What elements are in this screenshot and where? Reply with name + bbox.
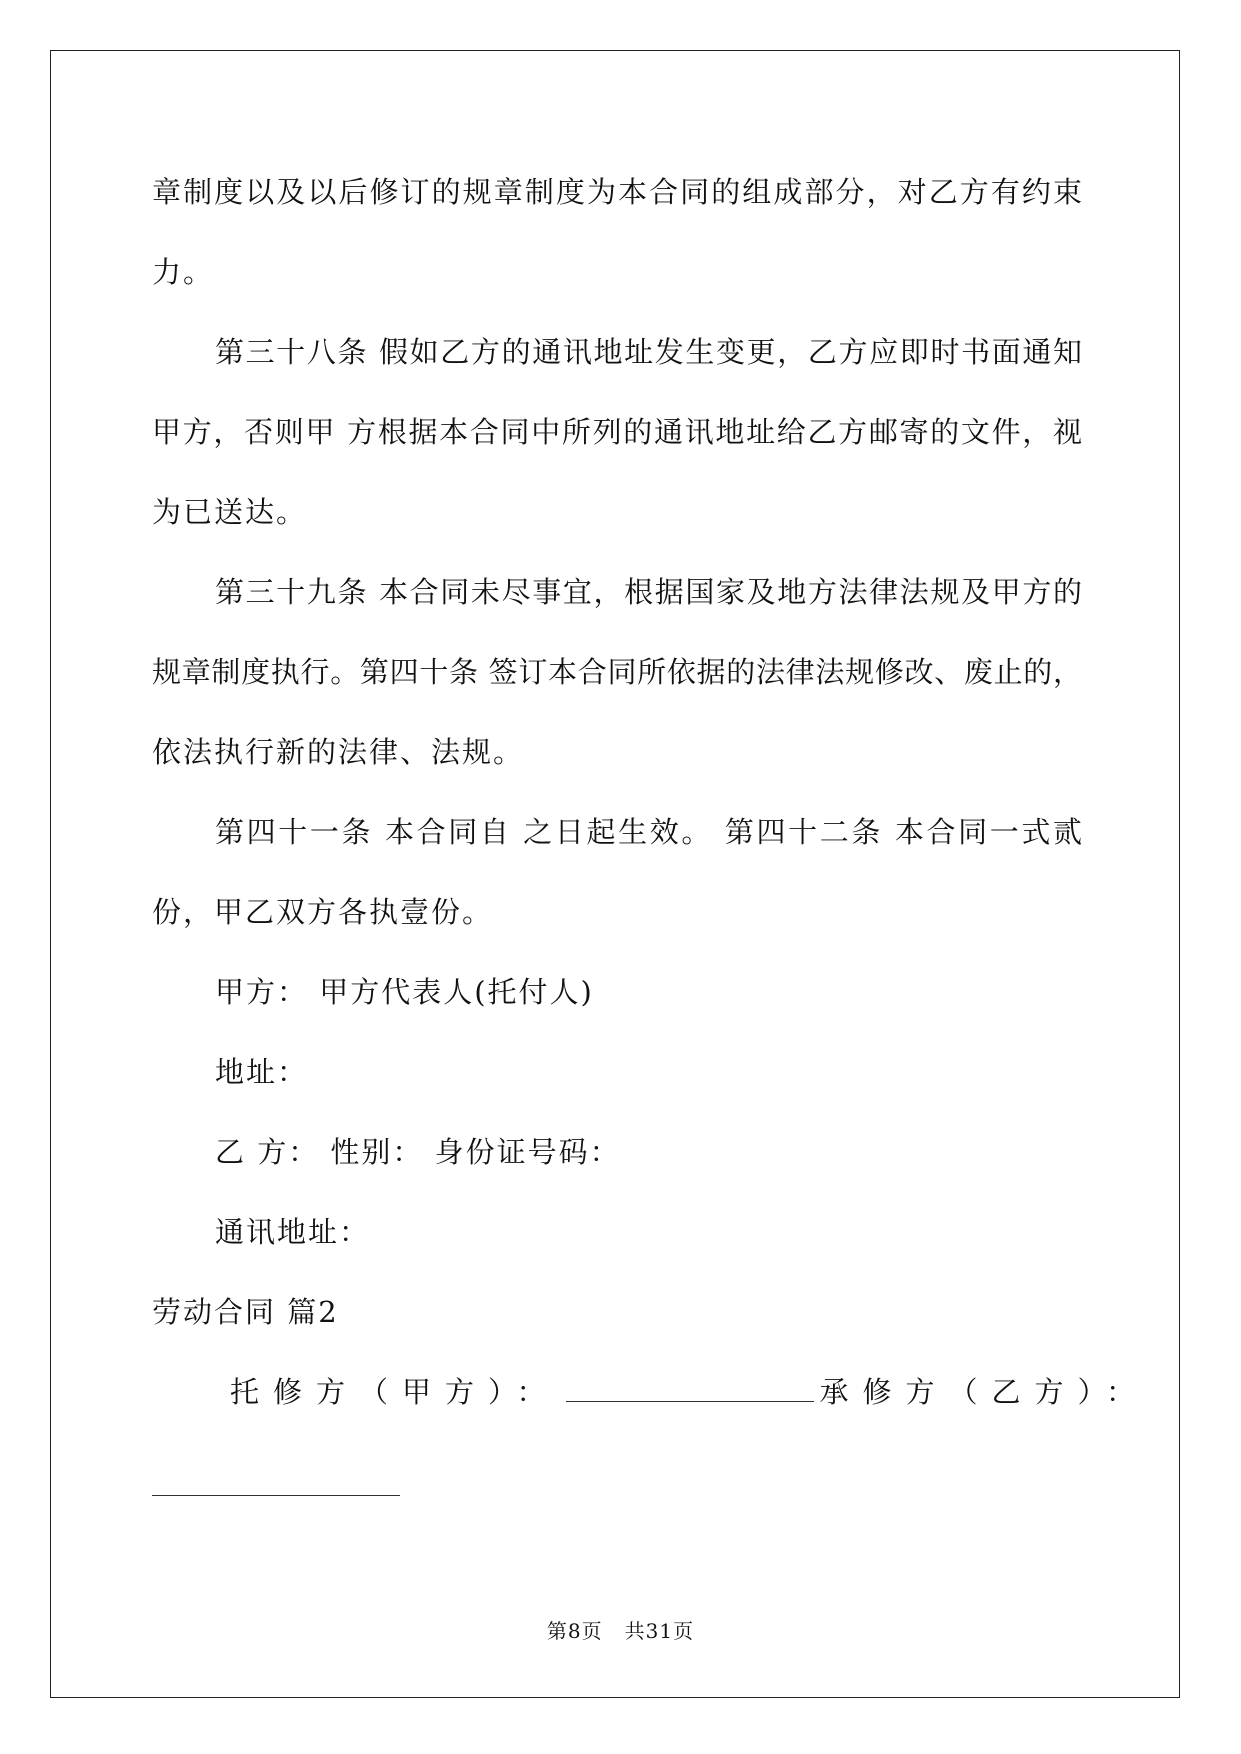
address-label: 地址： (215, 1055, 309, 1089)
page-border (50, 50, 1180, 1698)
contact-address-label: 通讯地址： (215, 1215, 371, 1249)
section-heading: 劳动合同 篇2 (152, 1295, 339, 1329)
party-a-label: 甲方： 甲方代表人(托付人) (215, 975, 594, 1009)
client-blank (566, 1373, 814, 1402)
paragraph-line: 甲方，否则甲 方根据本合同中所列的通讯地址给乙方邮寄的文件，视 (152, 415, 1082, 449)
paragraph-line: 为已送达。 (152, 495, 308, 529)
article-41-line: 第四十一条 本合同自 之日起生效。 第四十二条 本合同一式贰 (215, 815, 1082, 849)
party-b-label: 乙 方： 性别： 身份证号码： (215, 1135, 621, 1169)
repair-parties-line (230, 1372, 1149, 1412)
paragraph-line: 章制度以及以后修订的规章制度为本合同的组成部分，对乙方有约束 (152, 175, 1082, 209)
paragraph-line: 依法执行新的法律、法规。 (152, 735, 525, 769)
paragraph-line: 份，甲乙双方各执壹份。 (152, 895, 494, 929)
total-pages: 共31页 (624, 1619, 695, 1643)
contractor-blank (152, 1495, 400, 1496)
article-38-line: 第三十八条 假如乙方的通讯地址发生变更，乙方应即时书面通知 (215, 335, 1082, 369)
page-footer (0, 1618, 1241, 1644)
paragraph-line: 规章制度执行。第四十条 签订本合同所依据的法律法规修改、废止的， (152, 655, 1082, 689)
current-page: 第8页 (546, 1619, 603, 1643)
paragraph-line: 力。 (152, 255, 215, 289)
client-label: 托修方（甲方）： (230, 1375, 560, 1409)
article-39-line: 第三十九条 本合同未尽事宜，根据国家及地方法律法规及甲方的 (215, 575, 1082, 609)
contractor-label: 承修方（乙方）： (819, 1375, 1150, 1409)
